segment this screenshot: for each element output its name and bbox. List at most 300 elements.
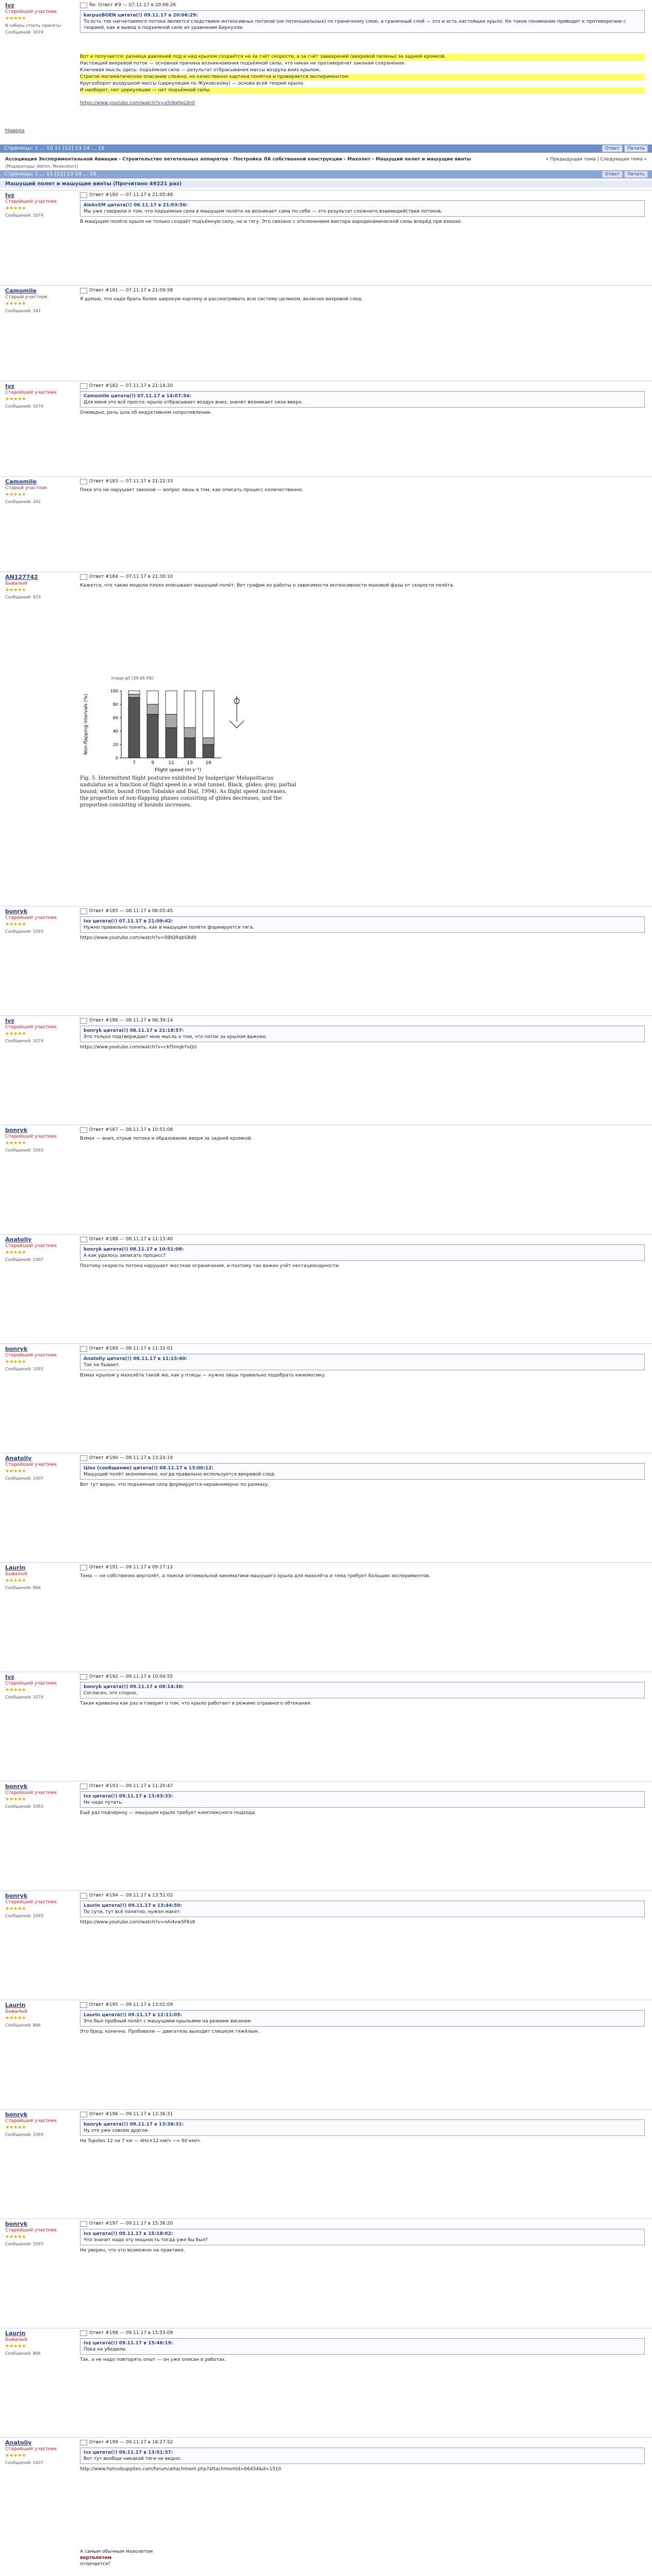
user-level: Старейший участник — [5, 2118, 57, 2124]
post-head: Ответ #180 — 07.11.17 в 21:05:48 — [89, 192, 173, 198]
y-tick-label: 40 — [112, 729, 118, 734]
reply-button[interactable]: Ответ — [602, 145, 623, 152]
y-tick-label: 20 — [112, 742, 118, 747]
user-info — [5, 2221, 77, 2247]
post-body — [80, 383, 645, 416]
user-level: Старейший участник — [5, 1134, 57, 1139]
rating-stars-icon: ★★★★★ — [5, 922, 26, 927]
message-icon — [80, 2440, 87, 2445]
post-head: Ответ #185 — 08.11.17 в 06:05:45 — [89, 909, 173, 914]
quote-head: Ivz цитата(!) 09.11.17 в 13:43:33: — [84, 1794, 173, 1799]
rating-stars-icon: ★★★★★ — [5, 301, 26, 306]
post-body — [80, 1236, 645, 1270]
message-icon — [80, 1784, 87, 1789]
user-info — [5, 192, 77, 219]
y-tick-label: 60 — [112, 716, 118, 720]
user-msgs: Сообщений: 1093 — [5, 1367, 43, 1371]
username[interactable]: bonryk — [5, 908, 28, 915]
quote-text: Это был пробный полёт с машущими крыльями на режиме висения. — [84, 2019, 252, 2024]
username[interactable]: Ivz — [5, 1674, 14, 1680]
moderators: (Модераторы: Admin, Moderator1) — [5, 164, 78, 169]
quote-head: bonryk цитата(!) 09.11.17 в 08:14:30: — [84, 1684, 184, 1690]
message-icon — [80, 1674, 87, 1680]
post-separator — [0, 476, 652, 477]
user-level: Старейший участник — [5, 915, 57, 920]
message-icon — [80, 1565, 87, 1570]
pages-label[interactable]: Страницы: 1 ... 10 11 [12] 13 14 ... 16 — [4, 145, 105, 151]
quote-block — [80, 1026, 645, 1042]
user-info — [5, 2330, 77, 2357]
user-msgs: Сообщений: 1093 — [5, 2242, 43, 2246]
user-msgs: Сообщений: 1407 — [5, 1257, 43, 1262]
quote-head: karpuzBOEN цитата(!) 09.11.17 в 20:06:29: — [84, 13, 198, 18]
user-msgs: Сообщений: 866 — [5, 1585, 41, 1590]
username[interactable]: Ivz — [5, 192, 14, 199]
user-info — [5, 1783, 77, 1810]
post-body — [80, 1674, 645, 1707]
user-info — [5, 2002, 77, 2029]
quote-head: Anatoliy цитата(!) 08.11.17 в 11:15:40: — [84, 1356, 187, 1362]
username[interactable]: Anatoliy — [5, 2439, 32, 2446]
user-level: Старый участник — [5, 485, 48, 491]
post-head: Ответ #199 — 09.11.17 в 16:27:52 — [89, 2440, 173, 2445]
username[interactable]: Ivz — [5, 2, 14, 9]
quote-text: Так не бывает. — [84, 1363, 120, 1368]
post-head: Ответ #188 — 08.11.17 в 11:15:40 — [89, 1237, 173, 1242]
user-info — [5, 287, 77, 314]
post-head: Ответ #182 — 07.11.17 в 21:14:20 — [89, 383, 173, 388]
user-info — [5, 2439, 77, 2466]
footer-text — [80, 2549, 153, 2567]
x-tick-label: 11 — [168, 760, 174, 766]
quote-head: Ivz цитата(!) 09.11.17 в 15:46:19: — [84, 2341, 173, 2346]
username[interactable]: Ivz — [5, 383, 14, 390]
post-text: http://www.hotrodsupplies.com/forum/attachment.php?attachmentid=66454&d=1510 — [80, 2467, 282, 2472]
user-msgs: Сообщений: 1093 — [5, 929, 43, 934]
message-icon — [80, 1455, 87, 1461]
user-info — [5, 1455, 77, 1482]
message-icon — [80, 192, 87, 198]
user-level: Бывалый — [5, 2009, 27, 2014]
post-text: Я думаю, что надо брать более широкую картину и рассматривать всю систему целиком, включая вихревой след. — [80, 297, 363, 302]
bar-partial-bound — [128, 694, 140, 698]
username[interactable]: bonryk — [5, 1346, 28, 1352]
user-msgs: Сообщений: 342 — [5, 499, 41, 504]
post-body — [80, 1346, 645, 1379]
post-head: Ответ #193 — 09.11.17 в 11:20:47 — [89, 1784, 173, 1789]
breadcrumb-path[interactable]: Ассоциация Экспериментальной Авиации › Строительство летательных аппаратов › Постройка ЛА собственной конструкции › Махолет › Машущий полет и машущие винты — [5, 157, 471, 162]
quote-block — [80, 2229, 645, 2245]
quote-block — [80, 916, 645, 933]
post-text: На Tupolev 12 на 7 км — 4Hz×12 км/ч ~= 60 км/ч. — [80, 2138, 201, 2144]
post-text: Вот тут видно, что подъемная сила формируется неравномерно по размаху. — [80, 1482, 270, 1487]
quote-text: По сути, тут всё понятно, нужен макет. — [84, 1909, 182, 1915]
topic-pages[interactable]: Страницы: 1 ... 11 [12] 13 14 ... 16 — [4, 171, 96, 177]
quote-text: Ну это уже совсем другое. — [84, 2128, 150, 2133]
rating-stars-icon: ★★★★★ — [5, 2016, 26, 2021]
user-msgs: Сообщений: 1074 — [5, 1695, 43, 1699]
rating-stars-icon: ★★★★★ — [5, 2234, 26, 2240]
x-tick-label: 9 — [151, 760, 154, 766]
quote-head: Ivz цитата(!) 09.11.17 в 15:18:02: — [84, 2231, 173, 2237]
quote-text: Что значит надо эту мощность тогда уже бы был? — [84, 2238, 208, 2243]
post-separator — [0, 1015, 652, 1016]
user-msgs: Сообщений: 866 — [5, 2351, 41, 2356]
user-level: Старейший участник — [5, 1353, 57, 1358]
message-icon — [80, 383, 87, 389]
user-level: Старейший участник — [5, 1462, 57, 1467]
user-level: Бывалый — [5, 2337, 27, 2342]
username[interactable]: bonryk — [5, 1783, 28, 1790]
quote-block — [80, 1682, 645, 1698]
quote-block — [80, 1901, 645, 1917]
post-body — [80, 1455, 645, 1488]
quote-block — [80, 391, 645, 408]
message-icon — [80, 1127, 87, 1133]
bar-glides — [128, 698, 140, 758]
post-head: Ответ #191 — 09.11.17 в 09:17:12 — [89, 1565, 173, 1570]
x-tick-label: 7 — [133, 760, 136, 766]
user-msgs: Сообщений: 933 — [5, 595, 41, 600]
bar-partial-bound — [147, 704, 158, 715]
bar-bound — [203, 691, 214, 738]
username[interactable]: Laurin — [5, 1564, 26, 1571]
message-icon — [80, 1237, 87, 1242]
bar-glides — [147, 715, 158, 758]
user-msgs: Сообщений: 866 — [5, 2023, 41, 2028]
post-text: В машущем полёте крыло не только создаёт подъёмную силу, но и тягу. Это связано с отклонением вектора аэродинамической силы вперёд при взмахе. — [80, 219, 462, 224]
post-text: Так, а не надо повторять опыт — он уже описан в работах. — [80, 2357, 226, 2362]
figure-caption: Fig. 5. Intermittent flight postures exhibited by budgerigar Melopsittacus undulatus as a function of flight speed in a wind tunnel. Black, glides; grey, partial bound; white, bound (from Tobalske and Dial, 1994). As flight speed increases, the proportion of non-flapping phases consisting of glides decreases, and the proportion consisting of bounds increases. — [80, 775, 297, 808]
post-head: Ответ #196 — 09.11.17 в 13:36:31 — [89, 2112, 173, 2117]
topic-title-bar — [0, 181, 652, 188]
post-head: Ответ #186 — 08.11.17 в 06:39:14 — [89, 1018, 173, 1023]
quote-head: bonryk цитата(!) 08.11.17 в 21:18:57: — [84, 1028, 184, 1033]
print-button[interactable]: Печать — [624, 145, 648, 152]
rating-stars-icon: ★★★★★ — [5, 1906, 26, 1911]
post-head: Ответ #192 — 09.11.17 в 10:04:55 — [89, 1674, 173, 1679]
post-line: Вот и получается: разница давлений под и над крылом создаётся не за счёт скорости, а за счёт завихрений (вихревой пелены) за задней кромкой. — [80, 54, 645, 60]
quote-head: Шах (сообщение) цитата(!) 08.11.17 в 13:00:12: — [84, 1466, 214, 1471]
x-tick-label: 16 — [205, 760, 211, 766]
topic-bar — [0, 170, 652, 179]
quote-block — [80, 2119, 645, 2136]
y-tick-label: 100 — [110, 689, 118, 693]
quote-text: Пока не убедили. — [84, 2347, 127, 2352]
user-info — [5, 1892, 77, 1919]
y-axis-label: Non-flapping intervals (%) — [84, 693, 89, 755]
post-text: Ещё раз подчеркну — машущее крыло требует комплексного подхода. — [80, 1810, 256, 1816]
message-icon — [80, 2221, 87, 2227]
user-msgs: Сообщений: 1407 — [5, 1476, 43, 1481]
post-separator — [0, 2437, 652, 2438]
post-body — [80, 287, 645, 303]
bar-bound — [166, 691, 177, 715]
message-icon — [80, 909, 87, 914]
quote-text: Для меня это всё просто: крыло отбрасывает воздух вниз, значит возникает сила вверх. — [84, 400, 303, 405]
user-info — [5, 1236, 77, 1263]
post-text: Тема — не собственно вертолёт, а поиски оптимальной кинематики машущего крыла для махолёта и тема требует больших экспериментов. — [80, 1574, 431, 1579]
post-head: Ответ #183 — 07.11.17 в 21:22:33 — [89, 479, 173, 484]
post-body — [80, 2111, 645, 2145]
quote-text: А как удалось записать процесс? — [84, 1253, 166, 1258]
quote-text: Нужно правильно понять, как в машущем полёте формируется тяга. — [84, 925, 254, 930]
user-msgs: Сообщений: 1074 — [5, 404, 43, 409]
user-info — [5, 1564, 77, 1591]
post-text: Пока это не нарушает законов — вопрос лишь в том, как описать процесс количественно. — [80, 488, 304, 493]
post-line: Строгое математическое описание сложно, но качественно картина понятна и проверяется экспериментом. — [80, 74, 645, 80]
post-separator — [0, 2218, 652, 2219]
post-text: Взмах — вниз, отрыв потока и образование вихря за задней кромкой. — [80, 1136, 253, 1141]
quote-block — [80, 1463, 645, 1480]
username[interactable]: bonryk — [5, 1892, 28, 1899]
user-info — [5, 908, 77, 935]
username[interactable]: bonryk — [5, 1127, 28, 1133]
y-tick-label: 80 — [112, 702, 118, 707]
message-icon — [80, 1893, 87, 1899]
post-line: Ключевая мысль здесь: подъёмная сила — результат отбрасывания массы воздуха вниз крылом. — [80, 68, 321, 73]
youtube-link[interactable]: https://www.youtube.com/watch?v=a5i9qHpL0n0 — [80, 101, 195, 106]
user-info — [5, 1674, 77, 1700]
user-level: Старейший участник — [5, 1025, 57, 1030]
y-tick-label: 0 — [115, 756, 118, 760]
rating-stars-icon: ★★★★★ — [5, 492, 26, 497]
rating-stars-icon: ★★★★★ — [5, 1359, 26, 1365]
post-separator — [0, 1343, 652, 1344]
rating-stars-icon: ★★★★★ — [5, 206, 26, 211]
username[interactable]: bonryk — [5, 2221, 28, 2227]
user-msgs: Сообщений: 1407 — [5, 2460, 43, 2465]
post-head: Re: Ответ #9 — 07.11.17 в 20:06:26 — [89, 3, 176, 8]
quote-block — [80, 2448, 645, 2464]
file-label[interactable]: image.gif (39.66 КБ) — [111, 676, 154, 681]
breadcrumb — [5, 157, 647, 162]
quote-text: Не надо путать. — [84, 1800, 123, 1805]
quote-head: AleksSM цитата(!) 06.11.17 в 21:03:56: — [84, 203, 188, 208]
post-head: Ответ #194 — 09.11.17 в 13:51:02 — [89, 1893, 173, 1898]
quote-head: Laurin цитата(!) 09.11.17 в 12:11:05: — [84, 2013, 183, 2018]
post-line: Кругооборот воздушной массы (циркуляция по Жуковскому) — основа всей теории крыла. — [80, 81, 305, 86]
user-msgs: Сообщений: 1093 — [5, 2132, 43, 2137]
rating-stars-icon: ★★★★★ — [5, 1797, 26, 1802]
quote-text: Согласен, это спорно. — [84, 1691, 138, 1696]
user-info — [5, 2, 77, 36]
user-level: Бывалый — [5, 1571, 27, 1577]
footer-line: А самым обычным махолетом — [80, 2549, 153, 2554]
message-icon — [80, 1346, 87, 1352]
post-body — [80, 2221, 645, 2254]
username[interactable]: bonryk — [5, 2111, 28, 2118]
message-icon — [80, 288, 87, 294]
user-level: Старейший участник — [5, 2447, 57, 2452]
post-body — [80, 478, 645, 494]
post-head: Ответ #181 — 07.11.17 в 21:09:58 — [89, 288, 173, 293]
username[interactable]: Camomile — [5, 478, 37, 485]
quote-block — [80, 10, 645, 33]
post-text: Очевидно, речь шла об индуктивном сопротивлении. — [80, 410, 212, 415]
quote-text: Вот тут вообще никакой тяги не видно. — [84, 2456, 182, 2461]
username[interactable]: Anatoliy — [5, 1236, 32, 1243]
rating-stars-icon: ★★★★★ — [5, 1141, 26, 1146]
quote-text: Машущий полёт экономичнее, когда правильно используется вихревой след. — [84, 1472, 276, 1477]
post-text: Поэтому скорость потока нарушает жесткие ограничения, и поэтому так важен учёт нестационарности. — [80, 1263, 340, 1269]
post-line: Настоящий вихревой поток — основная причина возникновения подъёмной силы, что никак не противоречит законам сохранения. — [80, 61, 405, 66]
user-level: Старейший участник — [5, 1900, 57, 1905]
user-info — [5, 2111, 77, 2138]
message-icon — [80, 3, 87, 8]
user-level: Старейший участник — [5, 2228, 57, 2233]
quote-text: То есть ток нагнетаемого потока является следствием интенсивных потоков (не потенциальных) по граничному слою, а граничный слой — это и есть настоящее крыло. Но такое понимание приводит к противоречию с теорией, как и вывод о подъемной силе из уравнения Бернулли. — [84, 19, 626, 30]
message-icon — [80, 2330, 87, 2336]
user-info — [5, 574, 77, 601]
post-text: Это бред, конечно. Пробовали — двигатель выходит слишком тяжёлым. — [80, 2029, 259, 2034]
bar-bound — [184, 691, 195, 728]
post-body — [80, 1892, 645, 1926]
quote-head: bonryk цитата(!) 08.11.17 в 10:51:08: — [84, 1247, 184, 1252]
post-separator — [0, 1234, 652, 1235]
user-msgs: Сообщений: 1093 — [5, 1148, 43, 1153]
bird-icon — [230, 721, 244, 728]
rating-stars-icon: ★★★★★ — [5, 16, 26, 21]
user-level: Старейший участник — [5, 390, 57, 395]
quote-head: bonryk цитата(!) 09.11.17 в 13:36:31: — [84, 2122, 184, 2127]
quote-text: Мы уже говорили о том, что подъемная сила в машущем полёте не возникает сама по себе — это результат сложного взаимодействия потоков. — [84, 209, 443, 214]
bar-partial-bound — [203, 738, 214, 744]
post-text: https://www.youtube.com/watch?v=ckf5mqkYvQU — [80, 1045, 197, 1050]
rating-stars-icon: ★★★★★ — [5, 588, 26, 593]
bar-glides — [184, 738, 195, 758]
post-body — [80, 908, 645, 942]
footer-line: вертолетом — [80, 2555, 112, 2561]
user-info — [5, 383, 77, 410]
user-info — [5, 1127, 77, 1154]
topic-title: Машущий полет и машущие винты (Прочитано 49221 раз) — [5, 181, 182, 187]
bar-partial-bound — [184, 728, 195, 738]
user-level: Старейший участник — [5, 199, 57, 204]
print-button[interactable]: Печать — [624, 171, 648, 178]
rating-stars-icon: ★★★★★ — [5, 1578, 26, 1583]
post-line: И наоборот, нет циркуляции — нет подъёмной силы. — [80, 87, 645, 94]
quote-block — [80, 200, 645, 217]
quote-head: Camomile цитата(!) 07.11.17 в 14:07:34: — [84, 394, 191, 399]
quote-block — [80, 1354, 645, 1370]
x-tick-label: 13 — [187, 760, 193, 766]
user-info — [5, 1017, 77, 1044]
quote-block — [80, 2010, 645, 2027]
quote-head: Ivz цитата(!) 07.11.17 в 21:09:42: — [84, 919, 173, 924]
user-note: В сибирь стоить принятьl — [5, 23, 61, 28]
rating-stars-icon: ★★★★★ — [5, 1469, 26, 1474]
post-body — [80, 2002, 645, 2035]
message-icon — [80, 2112, 87, 2117]
footer-line: отличается? — [80, 2562, 111, 2567]
post-body — [80, 2330, 645, 2363]
username[interactable]: Anatoliy — [5, 1455, 32, 1462]
post-separator — [0, 1562, 652, 1563]
quote-block — [80, 1791, 645, 1808]
user-msgs: Сообщений: 1074 — [5, 30, 43, 35]
username[interactable]: Ivz — [5, 1017, 14, 1024]
user-msgs: Сообщений: 342 — [5, 309, 41, 313]
x-axis-label: Flight speed (m s⁻¹) — [155, 768, 201, 773]
bar-glides — [203, 744, 214, 758]
username[interactable]: Laurin — [5, 2330, 26, 2337]
quote-head: Ivz цитата(!) 09.11.17 в 13:51:37: — [84, 2450, 173, 2455]
post-head: Ответ #197 — 09.11.17 в 15:36:20 — [89, 2221, 173, 2226]
rating-stars-icon: ★★★★★ — [5, 2453, 26, 2458]
post-head: Ответ #184 — 07.11.17 в 21:30:10 — [89, 574, 173, 579]
user-level: Бывалый — [5, 581, 27, 586]
post-head: Ответ #189 — 08.11.17 в 11:32:01 — [89, 1346, 173, 1351]
user-level: Старейший участник — [5, 9, 57, 14]
user-msgs: Сообщений: 1074 — [5, 213, 43, 218]
message-icon — [80, 2002, 87, 2008]
post-text: Не уверен, что это возможно на практике. — [80, 2248, 185, 2253]
bar-chart — [80, 681, 297, 773]
username[interactable]: AN127742 — [5, 574, 38, 580]
rating-stars-icon: ★★★★★ — [5, 397, 26, 402]
user-msgs: Сообщений: 1093 — [5, 1914, 43, 1918]
reply-button[interactable]: Ответ — [602, 171, 623, 178]
post-body — [80, 2439, 645, 2473]
quote-block — [80, 2338, 645, 2355]
rating-stars-icon: ★★★★★ — [5, 1250, 26, 1255]
rating-stars-icon: ★★★★★ — [5, 2125, 26, 2130]
bar-bound — [147, 691, 158, 704]
post-head: Ответ #187 — 08.11.17 в 10:51:08 — [89, 1127, 173, 1132]
user-msgs: Сообщений: 1093 — [5, 1804, 43, 1809]
post-separator — [0, 2109, 652, 2110]
post-text: https://www.youtube.com/watch?v=0BIQRqbSBd9 — [80, 935, 197, 941]
post-body — [80, 192, 645, 225]
username[interactable]: Camomile — [5, 287, 37, 294]
rating-stars-icon: ★★★★★ — [5, 2344, 26, 2349]
post-body — [80, 1783, 645, 1817]
user-msgs: Сообщений: 1074 — [5, 1039, 43, 1043]
prev-next[interactable]: « Предыдущая тема | Следующая тема » — [546, 157, 647, 162]
quote-block — [80, 1244, 645, 1261]
user-level: Старейший участник — [5, 1790, 57, 1795]
bar-partial-bound — [166, 715, 177, 728]
post-text: Взмах крылом у махолёта такой же, как у птицы — нужно лишь правильно подобрать кинематику. — [80, 1373, 327, 1378]
post-text: Кажется, что такие модели плохо описывают машущий полёт. Вот график из работы о зависимости интенсивности маховой фазы от скорости полёта. — [80, 583, 454, 588]
post-separator — [0, 285, 652, 286]
user-info — [5, 478, 77, 505]
figure — [80, 676, 297, 808]
post-body — [80, 1017, 645, 1051]
message-icon — [80, 1018, 87, 1024]
user-level: Старый участник — [5, 295, 48, 300]
post — [80, 2, 645, 107]
bar-bound — [128, 691, 140, 694]
message-icon — [80, 574, 87, 580]
user-info — [5, 1346, 77, 1372]
back-to-top-link[interactable]: Наверх — [5, 128, 25, 134]
rating-stars-icon: ★★★★★ — [5, 1031, 26, 1036]
post-body — [80, 1564, 645, 1580]
post-text: Такая кривизна как раз и говорит о том, что крыло работает в режиме отрывного обтекания. — [80, 1701, 312, 1706]
username[interactable]: Laurin — [5, 2002, 26, 2008]
bar-glides — [166, 728, 177, 758]
post-body — [80, 1127, 645, 1142]
quote-head: Laurin цитата(!) 09.11.17 в 13:44:50: — [84, 1903, 183, 1908]
message-icon — [80, 479, 87, 484]
rating-stars-icon: ★★★★★ — [5, 1688, 26, 1693]
post-head: Ответ #190 — 08.11.17 в 13:24:19 — [89, 1455, 173, 1461]
post-separator — [0, 1890, 652, 1891]
post-text: https://www.youtube.com/watch?v=nAi4vw5FKs8 — [80, 1920, 195, 1925]
post-head: Ответ #198 — 09.11.17 в 15:55:09 — [89, 2330, 173, 2336]
